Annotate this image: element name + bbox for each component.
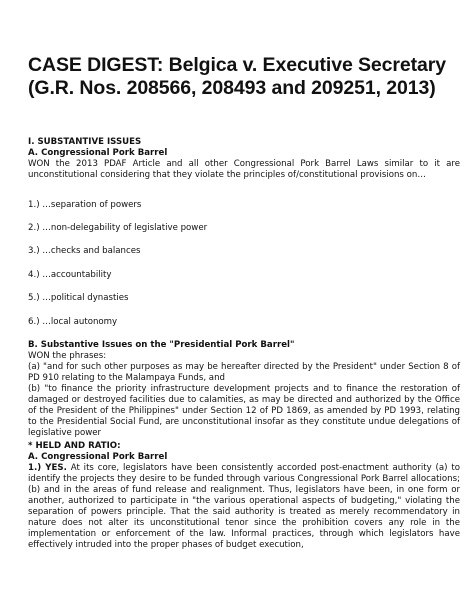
won-phrases-label: WON the phrases: bbox=[28, 351, 107, 361]
subheading-presidential-pork-barrel: B. Substantive Issues on the "Presidential Pork Barrel" bbox=[28, 340, 295, 350]
section-heading-substantive-issues: I. SUBSTANTIVE ISSUES bbox=[28, 137, 142, 147]
subheading-congressional-pork-barrel-held: A. Congressional Pork Barrel bbox=[28, 452, 168, 462]
list-item: 4.) …accountability bbox=[28, 270, 112, 280]
subheading-congressional-pork-barrel: A. Congressional Pork Barrel bbox=[28, 148, 168, 158]
list-item: 2.) …non-delegability of legislative power bbox=[28, 223, 208, 233]
held-paragraph-text: At its core, legislators have been consistently accorded post-enactment authority (a) to identify the projects they desire to be funded through various Congressional Pork Barrel allocations; (b) and in the areas of fund release and realignment. Thus, legislators have been, in one form or another, authorized to participate in "the various operational aspects of budgeting," violating the separation of powers principle. That the said authority is treated as merely recommendatory in nature does not alter its unconstitutional tenor since the prohibition covers any role in the implementation or enforcement of the law. Informal practices, through which legislators have effectively intruded into the proper phases of budget execution, bbox=[28, 463, 460, 550]
held-paragraph-1 bbox=[28, 463, 460, 551]
held-and-ratio-heading: * HELD AND RATIO: bbox=[28, 441, 121, 451]
document-title: CASE DIGEST: Belgica v. Executive Secretary (G.R. Nos. 208566, 208493 and 209251, 2013) bbox=[28, 54, 447, 99]
list-item: 3.) …checks and balances bbox=[28, 246, 141, 256]
phrase-a-paragraph: (a) "and for such other purposes as may be hereafter directed by the President" under Section 8 of PD 910 relating to the Malampaya Funds, and bbox=[28, 362, 460, 383]
list-item: 1.) …separation of powers bbox=[28, 200, 142, 210]
held-answer-lead: 1.) YES. bbox=[28, 463, 67, 473]
phrase-b-paragraph: (b) "to finance the priority infrastructure development projects and to finance the restoration of damaged or destroyed facilities due to calamities, as may be directed and authorized by the Office of the President of the Philippines" under Section 12 of PD 1869, as amended by PD 1993, relating to the Presidential Social Fund, are unconstitutional insofar as they constitute undue delegations of legislative power bbox=[28, 384, 460, 438]
list-item: 5.) …political dynasties bbox=[28, 293, 129, 303]
list-item: 6.) …local autonomy bbox=[28, 317, 118, 327]
issue-intro-paragraph: WON the 2013 PDAF Article and all other Congressional Pork Barrel Laws similar to it are unconstitutional considering that they violate the principles of/constitutional provisions on… bbox=[28, 159, 460, 180]
